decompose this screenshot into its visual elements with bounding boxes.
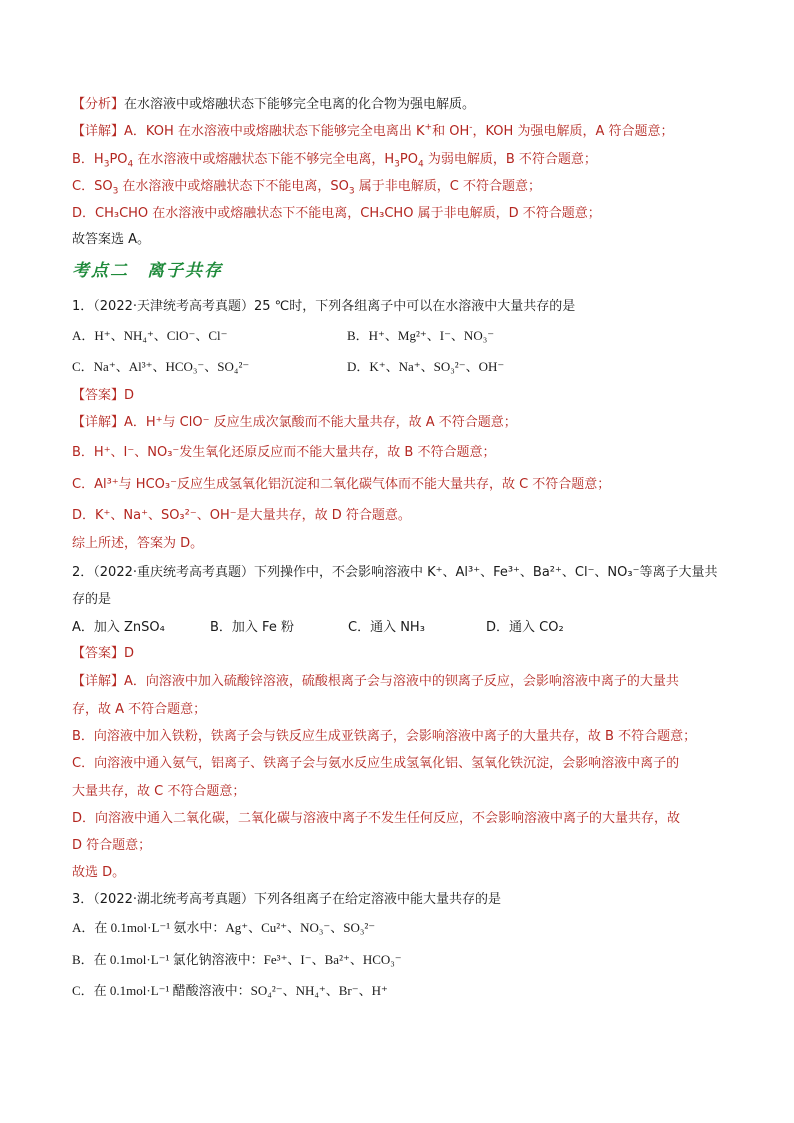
q1-option-b: B．H⁺、Mg²⁺、I⁻、NO₃⁻ (347, 328, 495, 343)
q1-option-a: A．H⁺、NH₄⁺、ClO⁻、Cl⁻ (72, 328, 228, 343)
detail1-line-b: B．$H_3PO_4$ 在水溶液中或熔融状态下能不够完全电离，$H_3PO_4$ 为弱电解质，B 不符合题意； (72, 152, 597, 170)
section-title (72, 256, 223, 281)
section-label: 考点二 (72, 261, 129, 281)
q1-option-c: C．Na⁺、Al³⁺、HCO₃⁻、SO₄²⁻ (72, 359, 250, 374)
q1-answer (72, 386, 134, 406)
detail1-line-d: D．CH₃CHO 在水溶液中或熔融状态下不能电离，CH₃CHO 属于非电解质，D 不符合题意； (72, 206, 601, 221)
q1-option-d: D．K⁺、Na⁺、SO₃²⁻、OH⁻ (347, 359, 505, 374)
q1-answer-value: D (124, 388, 135, 403)
q2-option-a: A．加入 ZnSO₄ (72, 620, 165, 635)
q1-detail-tag: 【详解】 (72, 415, 125, 430)
section-heading: 离子共存 (147, 261, 223, 281)
q2-detail-a2: 存，故 A 不符合题意； (72, 702, 207, 717)
q3-stem: 3．（2022·湖北统考高考真题）下列各组离子在给定溶液中能大量共存的是 (72, 892, 501, 907)
q2-detail-d1: D．向溶液中通入二氧化碳，二氧化碳与溶液中离子不发生任何反应，不会影响溶液中离子的大量共存，故 (72, 811, 681, 826)
q2-detail-c2: 大量共存，故 C 不符合题意； (72, 784, 246, 799)
q1-detail-a: 【详解】A．H⁺与 ClO⁻ 反应生成次氯酸而不能大量共存，故 A 不符合题意； (72, 415, 517, 430)
q2-answer (72, 644, 134, 664)
analysis-line (72, 95, 475, 115)
q1-detail-d: D．K⁺、Na⁺、SO₃²⁻、OH⁻是大量共存，故 D 符合题意。 (72, 508, 411, 523)
q2-detail-tag: 【详解】 (72, 674, 125, 689)
detail1-line-a: 【详解】A．KOH 在水溶液中或熔融状态下能够完全电离出 K+和 OH-，KOH 为强电解质，A 符合题意； (72, 122, 674, 139)
q2-option-b: B．加入 Fe 粉 (210, 620, 294, 635)
q2-detail-b: B．向溶液中加入铁粉，铁离子会与铁反应生成亚铁离子，会影响溶液中离子的大量共存，故 B 不符合题意； (72, 729, 697, 744)
q2-detail-a1: 【详解】A．向溶液中加入硫酸锌溶液，硫酸根离子会与溶液中的钡离子反应，会影响溶液中离子的大量共 (72, 674, 679, 689)
q1-detail-c: C．Al³⁺与 HCO₃⁻反应生成氢氧化铝沉淀和二氧化碳气体而不能大量共存，故 C 不符合题意； (72, 477, 611, 492)
detail1-line-c: C．$SO_3$ 在水溶液中或熔融状态下不能电离，$SO_3$ 属于非电解质，C 不符合题意； (72, 179, 541, 197)
q2-detail-d2: D 符合题意； (72, 838, 152, 853)
q3-option-a: A．在 0.1mol·L⁻¹ 氨水中：Ag⁺、Cu²⁺、NO₃⁻、SO₃²⁻ (72, 920, 376, 935)
q3-option-c: C．在 0.1mol·L⁻¹ 醋酸溶液中：SO₄²⁻、NH₄⁺、Br⁻、H⁺ (72, 983, 388, 998)
q1-stem: 1．（2022·天津统考高考真题）25 ℃时，下列各组离子中可以在水溶液中大量共存的是 (72, 299, 576, 314)
q1-answer-tag: 【答案】 (72, 388, 125, 403)
q2-answer-tag: 【答案】 (72, 646, 125, 661)
q2-answer-value: D (124, 646, 135, 661)
q1-detail-b: B．H⁺、I⁻、NO₃⁻发生氧化还原反应而不能大量共存，故 B 不符合题意； (72, 445, 496, 460)
analysis-tag: 【分析】 (72, 97, 125, 112)
q2-option-c: C．通入 NH₃ (348, 620, 425, 635)
detail1-conclusion: 故答案选 A。 (72, 232, 151, 247)
analysis-text: 在水溶液中或熔融状态下能够完全电离的化合物为强电解质。 (124, 97, 476, 112)
detail1-tag: 【详解】 (72, 124, 125, 139)
q2-stem-line1: 2．（2022·重庆统考高考真题）下列操作中，不会影响溶液中 K⁺、Al³⁺、Fe³⁺、Ba²⁺、Cl⁻、NO₃⁻等离子大量共 (72, 565, 718, 580)
q1-conclusion: 综上所述，答案为 D。 (72, 536, 204, 551)
q3-option-b: B．在 0.1mol·L⁻¹ 氯化钠溶液中：Fe³⁺、I⁻、Ba²⁺、HCO₃⁻ (72, 952, 402, 967)
q2-detail-c1: C．向溶液中通入氨气，铝离子、铁离子会与氨水反应生成氢氧化铝、氢氧化铁沉淀，会影响溶液中离子的 (72, 756, 680, 771)
q2-option-d: D．通入 CO₂ (486, 620, 564, 635)
q2-stem-line2: 存的是 (72, 592, 112, 607)
q2-conclusion: 故选 D。 (72, 865, 126, 880)
